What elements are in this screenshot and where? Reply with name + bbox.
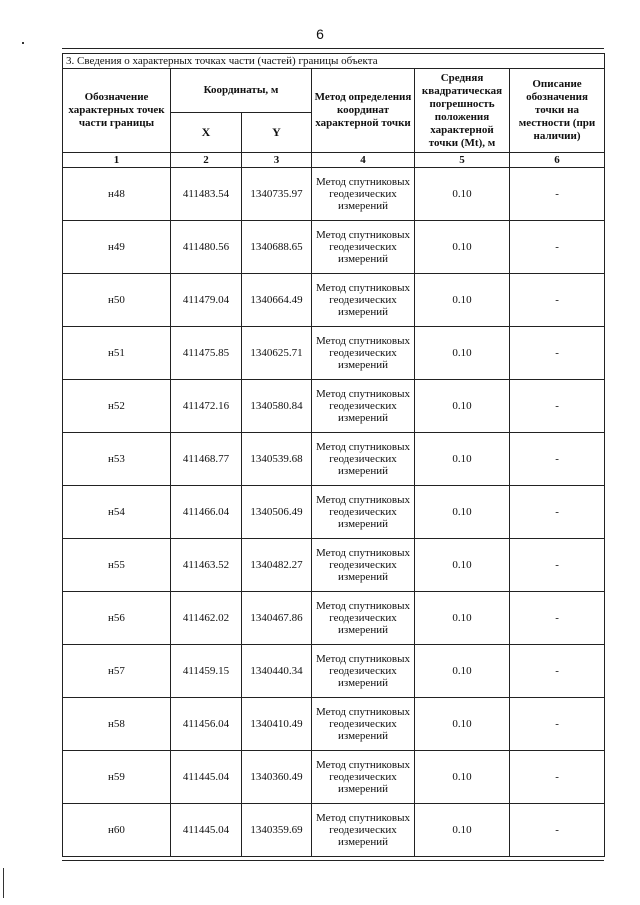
- coordinate-x: 411463.52: [171, 539, 242, 592]
- coordinate-x: 411445.04: [171, 804, 242, 857]
- method-of-determination: Метод спутниковых геодезических измерений: [312, 380, 415, 433]
- table-row: [63, 804, 605, 857]
- coordinate-x: 411462.02: [171, 592, 242, 645]
- method-of-determination: Метод спутниковых геодезических измерений: [312, 327, 415, 380]
- method-of-determination: Метод спутниковых геодезических измерений: [312, 751, 415, 804]
- point-description: -: [510, 327, 605, 380]
- accuracy-mt: 0.10: [415, 592, 510, 645]
- table-row: [63, 433, 605, 486]
- coordinate-x: 411456.04: [171, 698, 242, 751]
- table-row: [63, 539, 605, 592]
- method-of-determination: Метод спутниковых геодезических измерений: [312, 645, 415, 698]
- table-row: [63, 486, 605, 539]
- point-designation: н49: [63, 221, 171, 274]
- header-y: Y: [242, 113, 312, 153]
- column-number: 1: [63, 153, 171, 168]
- point-description: -: [510, 433, 605, 486]
- accuracy-mt: 0.10: [415, 327, 510, 380]
- point-designation: н59: [63, 751, 171, 804]
- coordinate-x: 411459.15: [171, 645, 242, 698]
- coordinate-x: 411475.85: [171, 327, 242, 380]
- accuracy-mt: 0.10: [415, 380, 510, 433]
- coordinate-x: 411472.16: [171, 380, 242, 433]
- coordinate-y: 1340467.86: [242, 592, 312, 645]
- point-description: -: [510, 221, 605, 274]
- table-body: [63, 168, 605, 857]
- table-row: [63, 751, 605, 804]
- point-description: -: [510, 698, 605, 751]
- table-row: [63, 327, 605, 380]
- point-designation: н57: [63, 645, 171, 698]
- column-number: 4: [312, 153, 415, 168]
- accuracy-mt: 0.10: [415, 539, 510, 592]
- coordinate-y: 1340440.34: [242, 645, 312, 698]
- method-of-determination: Метод спутниковых геодезических измерений: [312, 433, 415, 486]
- point-description: -: [510, 645, 605, 698]
- header-method: Метод определения координат характерной точки: [312, 69, 415, 153]
- column-number: 3: [242, 153, 312, 168]
- coordinate-y: 1340506.49: [242, 486, 312, 539]
- accuracy-mt: 0.10: [415, 645, 510, 698]
- point-description: -: [510, 168, 605, 221]
- coordinate-x: 411479.04: [171, 274, 242, 327]
- column-number: 6: [510, 153, 605, 168]
- point-description: -: [510, 751, 605, 804]
- bottom-rule: [62, 860, 604, 861]
- accuracy-mt: 0.10: [415, 751, 510, 804]
- coordinate-x: 411445.04: [171, 751, 242, 804]
- method-of-determination: Метод спутниковых геодезических измерений: [312, 539, 415, 592]
- point-description: -: [510, 804, 605, 857]
- accuracy-mt: 0.10: [415, 433, 510, 486]
- point-description: -: [510, 539, 605, 592]
- point-designation: н50: [63, 274, 171, 327]
- point-designation: н54: [63, 486, 171, 539]
- point-description: -: [510, 592, 605, 645]
- point-designation: н58: [63, 698, 171, 751]
- method-of-determination: Метод спутниковых геодезических измерений: [312, 221, 415, 274]
- scan-edge-mark: [3, 868, 4, 898]
- method-of-determination: Метод спутниковых геодезических измерений: [312, 168, 415, 221]
- column-number: 5: [415, 153, 510, 168]
- accuracy-mt: 0.10: [415, 221, 510, 274]
- page-number: 6: [316, 26, 324, 42]
- coordinate-y: 1340360.49: [242, 751, 312, 804]
- table-row: [63, 592, 605, 645]
- accuracy-mt: 0.10: [415, 804, 510, 857]
- accuracy-mt: 0.10: [415, 274, 510, 327]
- coordinate-y: 1340410.49: [242, 698, 312, 751]
- method-of-determination: Метод спутниковых геодезических измерений: [312, 486, 415, 539]
- header-coordinates: Координаты, м: [171, 69, 312, 113]
- point-designation: н55: [63, 539, 171, 592]
- point-description: -: [510, 380, 605, 433]
- header-accuracy: Средняя квадратическая погрешность положения характерной точки (Mt), м: [415, 69, 510, 153]
- coordinate-x: 411468.77: [171, 433, 242, 486]
- point-description: -: [510, 274, 605, 327]
- header-designation: Обозначение характерных точек части границы: [63, 69, 171, 153]
- coordinate-y: 1340664.49: [242, 274, 312, 327]
- boundary-points-table: [62, 53, 605, 857]
- header-x: X: [171, 113, 242, 153]
- accuracy-mt: 0.10: [415, 168, 510, 221]
- point-designation: н53: [63, 433, 171, 486]
- coordinate-x: 411480.56: [171, 221, 242, 274]
- point-designation: н52: [63, 380, 171, 433]
- table-row: [63, 380, 605, 433]
- coordinate-y: 1340688.65: [242, 221, 312, 274]
- coordinate-y: 1340539.68: [242, 433, 312, 486]
- coordinate-x: 411483.54: [171, 168, 242, 221]
- scan-speck: [22, 42, 24, 44]
- point-designation: н51: [63, 327, 171, 380]
- point-description: -: [510, 486, 605, 539]
- method-of-determination: Метод спутниковых геодезических измерений: [312, 804, 415, 857]
- header-description: Описание обозначения точки на местности (при наличии): [510, 69, 605, 153]
- coordinate-y: 1340735.97: [242, 168, 312, 221]
- point-designation: н48: [63, 168, 171, 221]
- coordinate-y: 1340580.84: [242, 380, 312, 433]
- method-of-determination: Метод спутниковых геодезических измерений: [312, 274, 415, 327]
- coordinate-y: 1340482.27: [242, 539, 312, 592]
- accuracy-mt: 0.10: [415, 486, 510, 539]
- table-row: [63, 274, 605, 327]
- document-body: [62, 48, 604, 861]
- table-row: [63, 645, 605, 698]
- table-row: [63, 221, 605, 274]
- table-row: [63, 698, 605, 751]
- table-row: [63, 168, 605, 221]
- accuracy-mt: 0.10: [415, 698, 510, 751]
- method-of-determination: Метод спутниковых геодезических измерений: [312, 698, 415, 751]
- method-of-determination: Метод спутниковых геодезических измерений: [312, 592, 415, 645]
- coordinate-y: 1340625.71: [242, 327, 312, 380]
- column-number: 2: [171, 153, 242, 168]
- point-designation: н56: [63, 592, 171, 645]
- point-designation: н60: [63, 804, 171, 857]
- section-title: 3. Сведения о характерных точках части (частей) границы объекта: [63, 54, 605, 69]
- column-number-row: [63, 153, 605, 168]
- coordinate-y: 1340359.69: [242, 804, 312, 857]
- coordinate-x: 411466.04: [171, 486, 242, 539]
